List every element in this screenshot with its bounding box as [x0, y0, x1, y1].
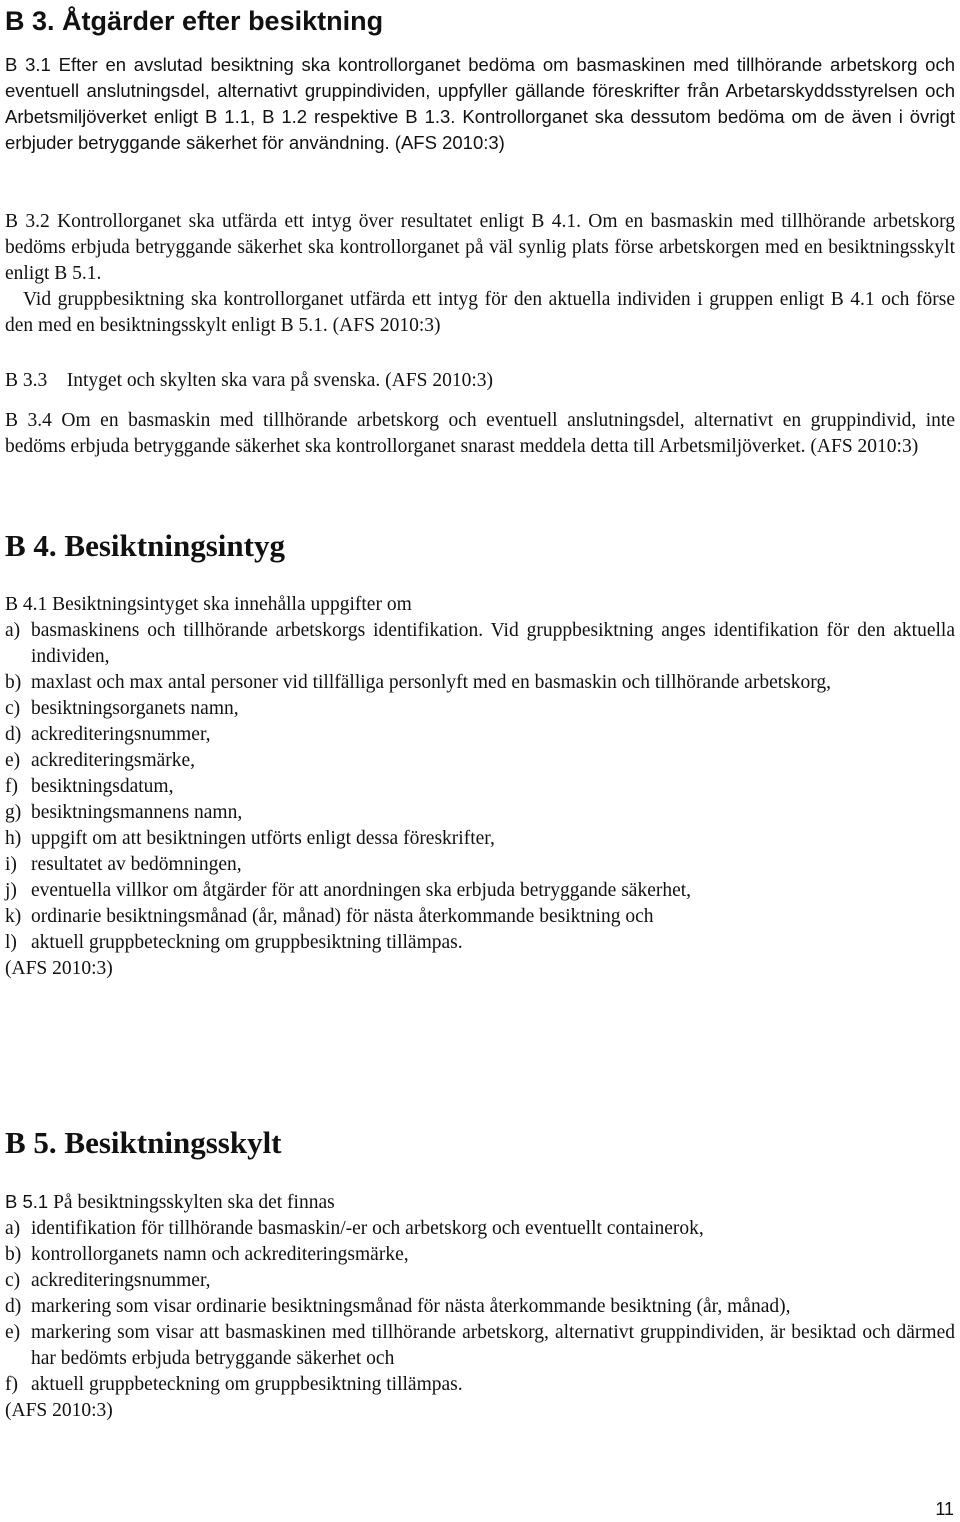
paragraph-text: På besiktningsskylten ska det finnas [53, 1192, 335, 1213]
list-item-text: resultatet av bedömningen, [31, 854, 242, 875]
list-item-text: markering som visar att basmaskinen med tillhörande arbetskorg, alternativt gruppindividen, är besiktad och därmed har bedömts erbjuda betryggande säkerhet och [31, 1322, 955, 1369]
list-item-text: aktuell gruppbeteckning om gruppbesiktning tillämpas. [31, 932, 463, 953]
list-item [5, 722, 955, 748]
paragraph-b3-1 [5, 52, 955, 156]
list-item [5, 748, 955, 774]
list-item-text: uppgift om att besiktningen utförts enligt dessa föreskrifter, [31, 828, 495, 849]
list-item-label: c) [5, 698, 21, 719]
b4-list [5, 618, 955, 956]
section-b5 [5, 1124, 955, 1162]
list-item-label: j) [5, 880, 17, 901]
list-item-text: ackrediteringsnummer, [31, 724, 211, 745]
list-item [5, 800, 955, 826]
list-item [5, 1294, 955, 1320]
list-item-label: b) [5, 1244, 22, 1265]
paragraph-b5-1 [5, 1189, 955, 1424]
page-number: 11 [935, 1499, 954, 1519]
list-item [5, 618, 955, 670]
section-heading-b4: B 4. Besiktningsintyg [5, 528, 285, 563]
paragraph-ref: B 3.1 [5, 54, 51, 75]
list-item-text: markering som visar ordinarie besiktningsmånad för nästa återkommande besiktning (år, månad), [31, 1296, 791, 1317]
paragraph-text: Om en basmaskin med tillhörande arbetskorg och eventuell anslutningsdel, alternativt en gruppindivid, inte bedöms erbjuda betryggande säkerhet ska kontrollorganet snarast meddela detta till Arbetsmiljöverket. (AFS 2010:3) [5, 410, 956, 457]
list-item-text: kontrollorganets namn och ackrediteringsmärke, [31, 1244, 409, 1265]
afs-reference: (AFS 2010:3) [5, 958, 113, 979]
list-item-label: e) [5, 1322, 21, 1343]
list-item [5, 670, 955, 696]
list-item-label: c) [5, 1270, 21, 1291]
list-item-text: basmaskinens och tillhörande arbetskorgs identifikation. Vid gruppbesiktning anges identifikation för den aktuella individen, [31, 620, 955, 667]
list-item [5, 904, 955, 930]
list-item-label: a) [5, 1218, 21, 1239]
section-heading-b3: B 3. Åtgärder efter besiktning [5, 6, 384, 36]
list-item [5, 878, 955, 904]
b5-list [5, 1216, 955, 1398]
list-item-label: a) [5, 620, 21, 641]
list-item-label: e) [5, 750, 21, 771]
list-item [5, 1372, 955, 1398]
list-item-label: l) [5, 932, 17, 953]
list-item-text: besiktningsmannens namn, [31, 802, 243, 823]
section-b3 [5, 4, 955, 38]
paragraph-text-group: Vid gruppbesiktning ska kontrollorganet utfärda ett intyg för den aktuella individen i gruppen enligt B 4.1 och förse den med en besiktningsskylt enligt B 5.1. (AFS 2010:3) [5, 289, 955, 336]
list-item [5, 852, 955, 878]
paragraph-b3-2 [5, 209, 955, 339]
list-item-text: ackrediteringsmärke, [31, 750, 196, 771]
list-item-text: besiktningsorganets namn, [31, 698, 239, 719]
list-item-label: g) [5, 802, 22, 823]
list-item-label: d) [5, 1296, 22, 1317]
list-item-label: h) [5, 828, 22, 849]
list-item [5, 696, 955, 722]
list-item [5, 826, 955, 852]
paragraph-ref: B 3.3 [5, 370, 48, 391]
list-item [5, 774, 955, 800]
list-item-label: i) [5, 854, 17, 875]
section-b4 [5, 527, 955, 565]
paragraph-b3-4 [5, 408, 955, 460]
list-item-text: ackrediteringsnummer, [31, 1270, 211, 1291]
paragraph-text: Kontrollorganet ska utfärda ett intyg över resultatet enligt B 4.1. Om en basmaskin med tillhörande arbetskorg bedöms erbjuda betryggande säkerhet ska kontrollorganet på väl synlig plats förse arbetskorgen med en besiktningsskylt enligt B 5.1. [5, 211, 956, 284]
paragraph-b3-3 [5, 368, 955, 394]
list-item-label: f) [5, 776, 18, 797]
list-item [5, 1268, 955, 1294]
list-item-label: d) [5, 724, 22, 745]
paragraph-ref: B 5.1 [5, 1191, 49, 1212]
list-item-text: ordinarie besiktningsmånad (år, månad) för nästa återkommande besiktning och [31, 906, 654, 927]
list-item-label: k) [5, 906, 22, 927]
list-item-text: besiktningsdatum, [31, 776, 174, 797]
list-item-text: maxlast och max antal personer vid tillfälliga personlyft med en basmaskin och tillhörande arbetskorg, [31, 672, 832, 693]
section-heading-b5: B 5. Besiktningsskylt [5, 1125, 282, 1160]
list-item-text: identifikation för tillhörande basmaskin/-er och arbetskorg och eventuellt containerok, [31, 1218, 704, 1239]
list-item [5, 1242, 955, 1268]
paragraph-ref: B 3.4 [5, 410, 52, 431]
list-item-text: aktuell gruppbeteckning om gruppbesiktning tillämpas. [31, 1374, 463, 1395]
paragraph-ref: B 3.2 [5, 211, 50, 232]
paragraph-text: Intyget och skylten ska vara på svenska. (AFS 2010:3) [66, 370, 493, 391]
list-item-label: b) [5, 672, 22, 693]
list-item-text: eventuella villkor om åtgärder för att anordningen ska erbjuda betryggande säkerhet, [31, 880, 692, 901]
list-item [5, 1216, 955, 1242]
afs-reference: (AFS 2010:3) [5, 1400, 113, 1421]
paragraph-text: Efter en avslutad besiktning ska kontrollorganet bedöma om basmaskinen med tillhörande arbetskorg och eventuell anslutningsdel, alternativt gruppindividen, uppfyller gällande föreskrifter från Arbetarskyddsstyrelsen och Arbetsmiljöverket enligt B 1.1, B 1.2 respektive B 1.3. Kontrollorganet ska dessutom bedöma om de även i övrigt erbjuder betryggande säkerhet för användning. (AFS 2010:3) [5, 54, 955, 153]
list-item [5, 930, 955, 956]
list-item [5, 1320, 955, 1372]
list-item-label: f) [5, 1374, 18, 1395]
paragraph-text: Besiktningsintyget ska innehålla uppgifter om [52, 594, 412, 615]
paragraph-b4-1 [5, 592, 955, 982]
paragraph-ref: B 4.1 [5, 594, 48, 615]
